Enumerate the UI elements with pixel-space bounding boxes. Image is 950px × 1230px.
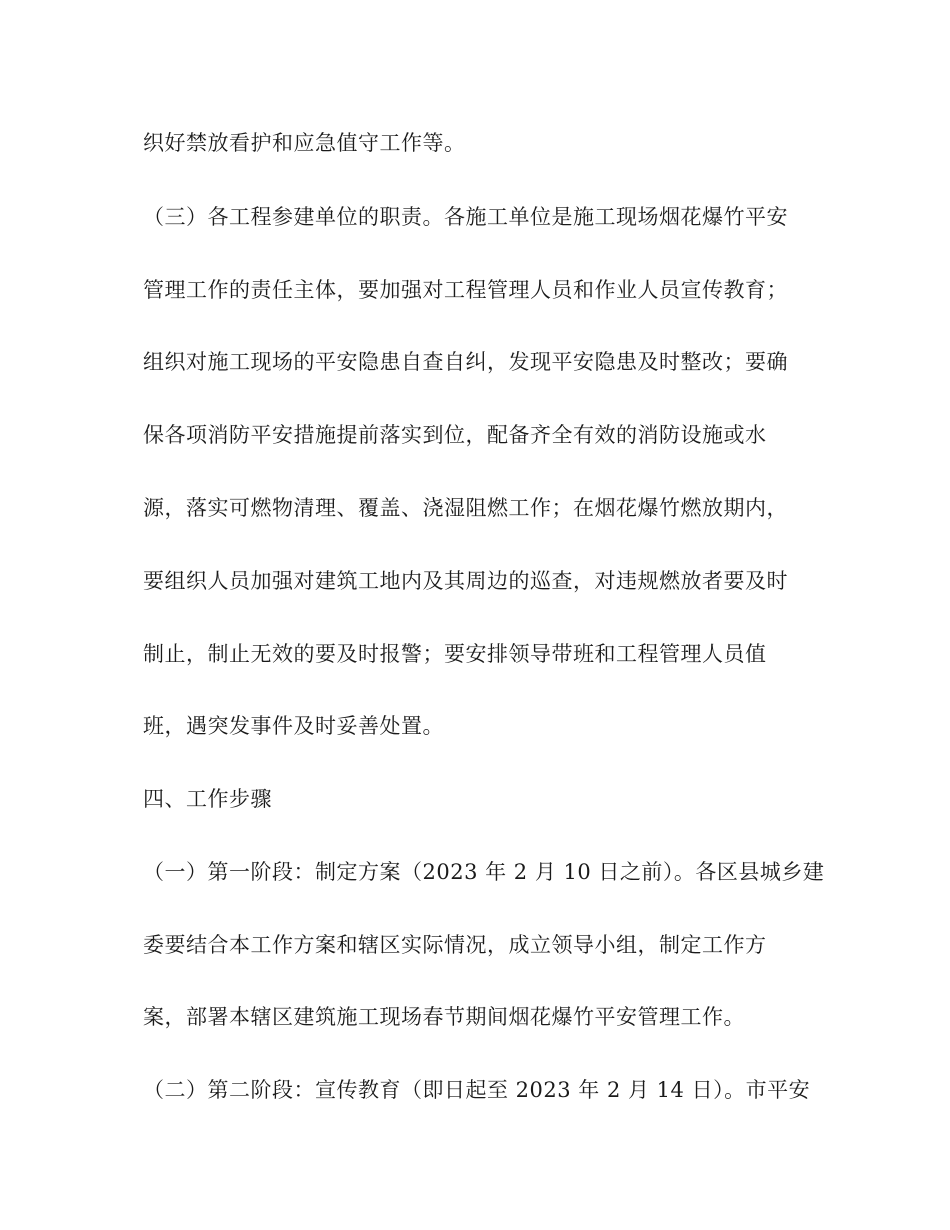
section-heading: 四、工作步骤 <box>143 787 272 811</box>
paragraph-line: 保各项消防平安措施提前落实到位，配备齐全有效的消防设施或水 <box>143 423 767 447</box>
paragraph-line: 制止，制止无效的要及时报警；要安排领导带班和工程管理人员值 <box>143 642 767 666</box>
paragraph-line: 管理工作的责任主体，要加强对工程管理人员和作业人员宣传教育； <box>143 278 788 302</box>
paragraph-line: 委要结合本工作方案和辖区实际情况，成立领导小组，制定工作方 <box>143 933 767 957</box>
paragraph-line: 要组织人员加强对建筑工地内及其周边的巡查，对违规燃放者要及时 <box>143 569 788 593</box>
paragraph-line: 组织对施工现场的平安隐患自查自纠，发现平安隐患及时整改；要确 <box>143 350 788 374</box>
paragraph-line: （一）第一阶段：制定方案（2023 年 2 月 10 日之前）。各区县城乡建 <box>143 860 825 884</box>
paragraph-line: 案，部署本辖区建筑施工现场春节期间烟花爆竹平安管理工作。 <box>143 1005 745 1029</box>
paragraph-line: （三）各工程参建单位的职责。各施工单位是施工现场烟花爆竹平安 <box>143 205 788 229</box>
paragraph-line: 源，落实可燃物清理、覆盖、浇湿阻燃工作；在烟花爆竹燃放期内， <box>143 496 788 520</box>
paragraph-line: （二）第二阶段：宣传教育（即日起至 2023 年 2 月 14 日）。市平安 <box>143 1078 811 1102</box>
paragraph-line: 班，遇突发事件及时妥善处置。 <box>143 714 444 738</box>
paragraph-line: 织好禁放看护和应急值守工作等。 <box>143 131 466 155</box>
